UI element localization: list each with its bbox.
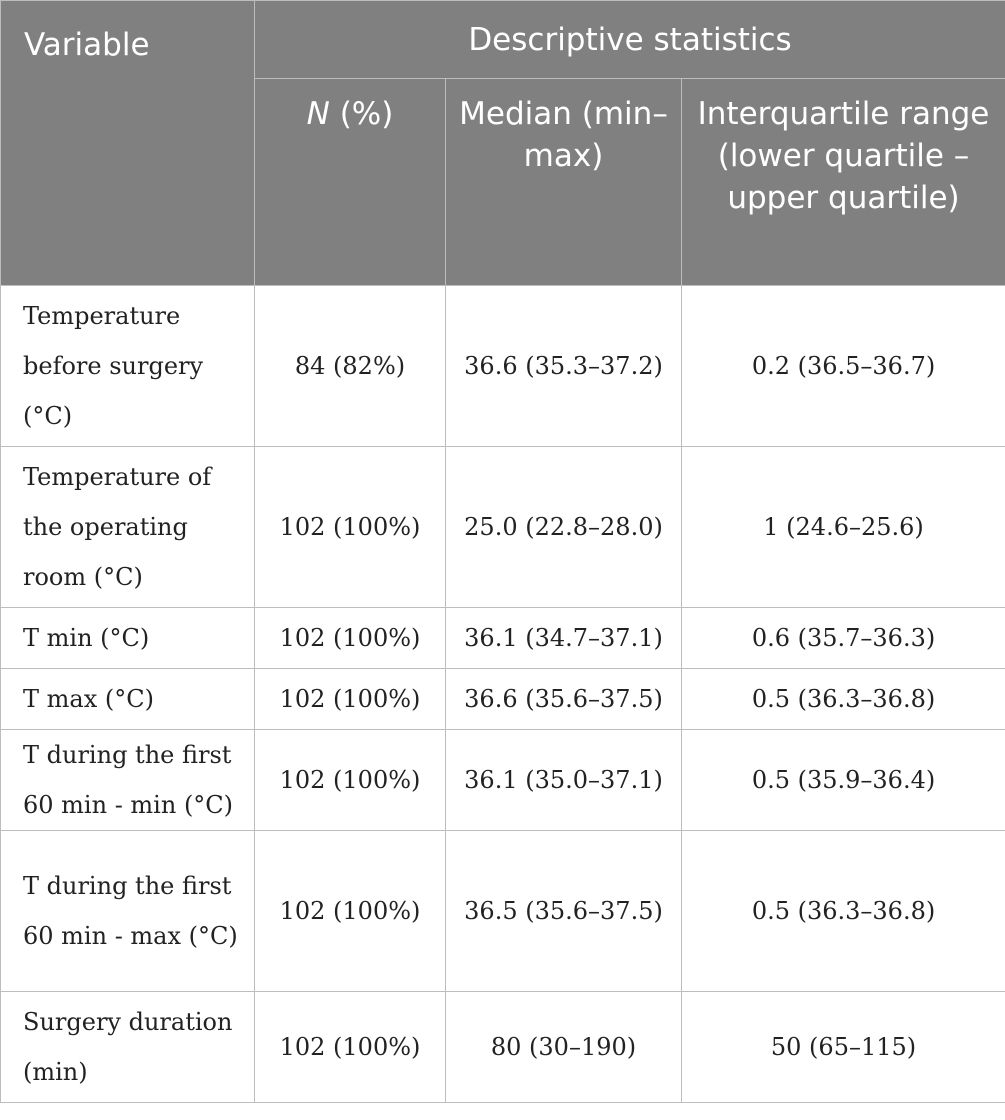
row-n: 102 (100%) (255, 669, 446, 730)
row-median: 36.1 (34.7–37.1) (446, 608, 682, 669)
row-iqr: 0.5 (35.9–36.4) (682, 730, 1005, 831)
row-label: Surgery duration (min) (1, 992, 255, 1103)
row-n: 102 (100%) (255, 447, 446, 608)
row-n: 102 (100%) (255, 831, 446, 992)
table-row (1, 608, 1005, 669)
row-iqr: 0.6 (35.7–36.3) (682, 608, 1005, 669)
row-iqr: 50 (65–115) (682, 992, 1005, 1103)
header-median: Median (min–max) (446, 79, 682, 286)
row-iqr: 1 (24.6–25.6) (682, 447, 1005, 608)
row-n: 84 (82%) (255, 286, 446, 447)
table-row (1, 286, 1005, 447)
row-n: 102 (100%) (255, 992, 446, 1103)
row-iqr: 0.2 (36.5–36.7) (682, 286, 1005, 447)
row-n: 102 (100%) (255, 730, 446, 831)
row-label: Temperature before surgery (°C) (1, 286, 255, 447)
row-median: 36.6 (35.6–37.5) (446, 669, 682, 730)
row-median: 36.1 (35.0–37.1) (446, 730, 682, 831)
row-median: 80 (30–190) (446, 992, 682, 1103)
row-label: T during the first 60 min - min (°C) (1, 730, 255, 831)
header-iqr: Interquartile range (lower quartile – upper quartile) (682, 79, 1005, 286)
row-iqr: 0.5 (36.3–36.8) (682, 831, 1005, 992)
table-row (1, 669, 1005, 730)
row-label: T during the first 60 min - max (°C) (1, 831, 255, 992)
header-descriptive-statistics: Descriptive statistics (255, 1, 1005, 79)
table-row (1, 447, 1005, 608)
header-n-letter: N (306, 96, 330, 132)
header-n-suffix: (%) (329, 96, 394, 132)
row-median: 25.0 (22.8–28.0) (446, 447, 682, 608)
row-n: 102 (100%) (255, 608, 446, 669)
row-label: Temperature of the operating room (°C) (1, 447, 255, 608)
table-row (1, 730, 1005, 831)
table-row (1, 992, 1005, 1103)
row-median: 36.6 (35.3–37.2) (446, 286, 682, 447)
row-iqr: 0.5 (36.3–36.8) (682, 669, 1005, 730)
table-row (1, 831, 1005, 992)
row-median: 36.5 (35.6–37.5) (446, 831, 682, 992)
header-n-percent (255, 79, 446, 286)
header-variable: Variable (1, 1, 255, 286)
row-label: T min (°C) (1, 608, 255, 669)
row-label: T max (°C) (1, 669, 255, 730)
